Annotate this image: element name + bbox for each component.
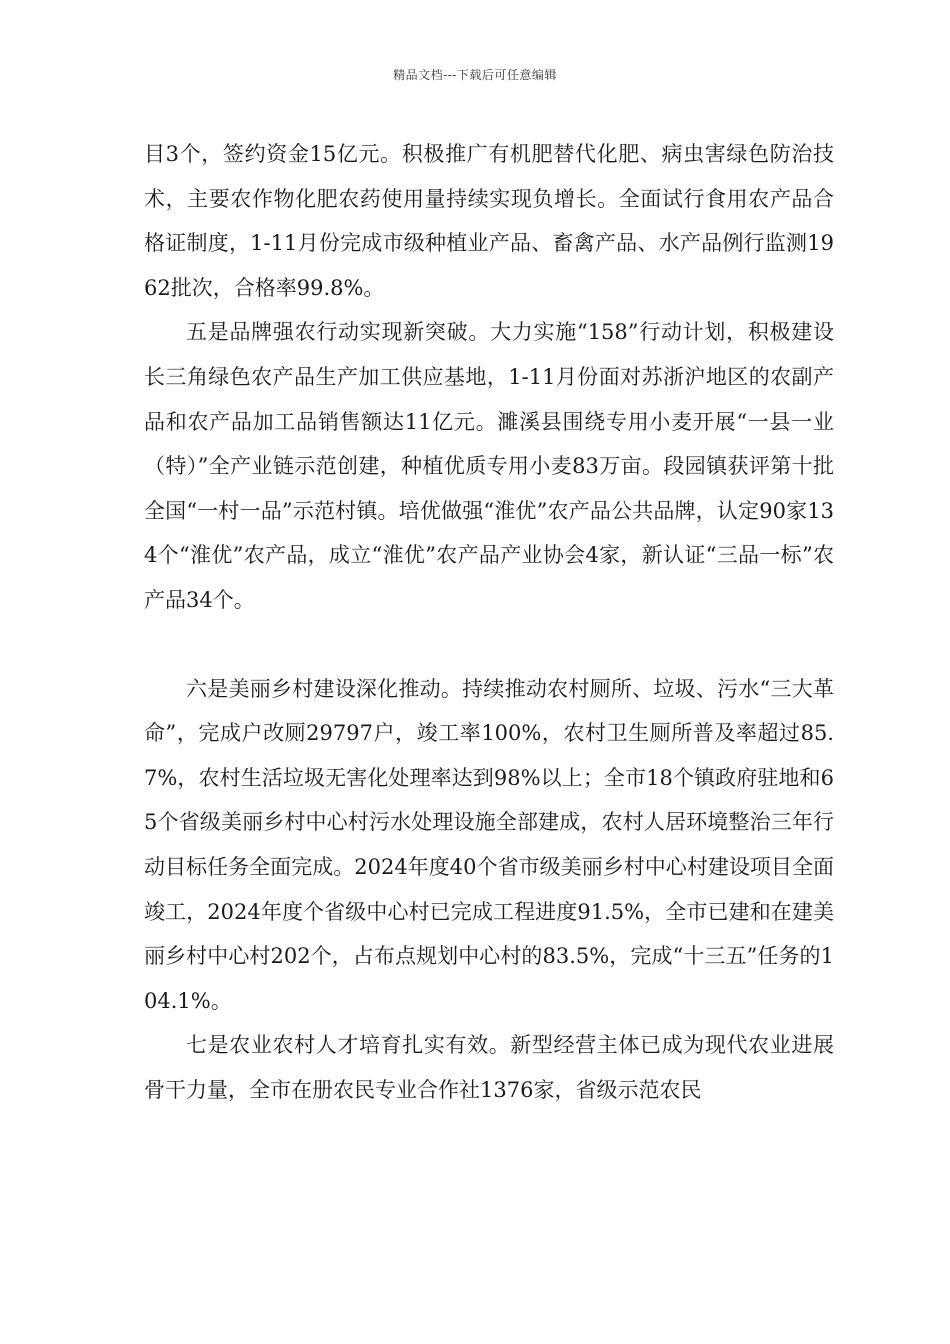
document-body: [144, 132, 834, 1112]
paragraph-brand-agriculture: 五是品牌强农行动实现新突破。大力实施“158”行动计划，积极建设长三角绿色农产品生产加工供应基地，1-11月份面对苏浙沪地区的农副产品和农产品加工品销售额达11亿元。濉溪县围绕专用小麦开展“一县一业（特）”全产业链示范创建，种植优质专用小麦83万亩。段园镇获评第十批全国“一村一品”示范村镇。培优做强“淮优”农产品公共品牌，认定90家134个“淮优”农产品，成立“淮优”农产品产业协会4家，新认证“三品一标”农产品34个。: [144, 320, 834, 612]
paragraph-talent-cultivation: 七是农业农村人才培育扎实有效。新型经营主体已成为现代农业进展骨干力量，全市在册农民专业合作社1376家，省级示范农民: [144, 1033, 834, 1102]
paragraph-beautiful-village: 六是美丽乡村建设深化推动。持续推动农村厕所、垃圾、污水“三大革命”，完成户改厕29797户，竣工率100%，农村卫生厕所普及率超过85.7%，农村生活垃圾无害化处理率达到98%以上；全市18个镇政府驻地和65个省级美丽乡村中心村污水处理设施全部建成，农村人居环境整治三年行动目标任务全面完成。2024年度40个省市级美丽乡村中心村建设项目全面竣工，2024年度个省级中心村已完成工程进度91.5%，全市已建和在建美丽乡村中心村202个，占布点规划中心村的83.5%，完成“十三五”任务的104.1%。: [144, 676, 834, 1013]
page-header: 精品文档---下载后可任意编辑: [393, 68, 557, 82]
paragraph-continuation: 目3个，签约资金15亿元。积极推广有机肥替代化肥、病虫害绿色防治技术，主要农作物化肥农药使用量持续实现负增长。全面试行食用农产品合格证制度，1-11月份完成市级种植业产品、畜禽产品、水产品例行监测1962批次，合格率99.8%。: [144, 142, 834, 300]
